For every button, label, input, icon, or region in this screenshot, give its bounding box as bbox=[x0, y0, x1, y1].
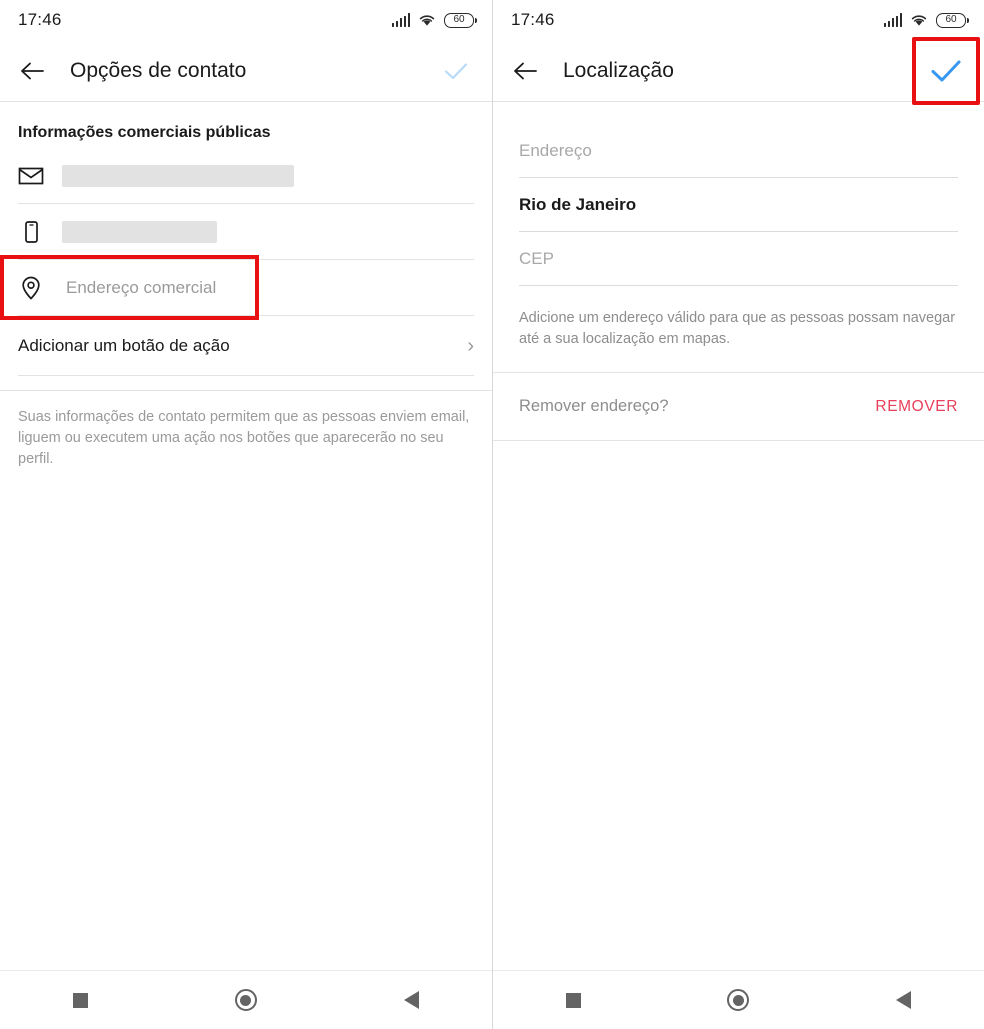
add-action-button-label: Adicionar um botão de ação bbox=[18, 335, 230, 355]
remove-address-label: Remover endereço? bbox=[519, 397, 669, 416]
left-status-bar bbox=[0, 0, 492, 40]
business-address-placeholder: Endereço comercial bbox=[66, 277, 217, 297]
status-indicators bbox=[884, 13, 967, 28]
confirm-check-icon[interactable] bbox=[436, 51, 476, 91]
battery-icon bbox=[444, 13, 474, 28]
right-nav-bar bbox=[493, 970, 984, 1029]
confirm-check-icon[interactable] bbox=[912, 37, 980, 105]
right-app-bar bbox=[493, 40, 984, 102]
chevron-right-icon: › bbox=[467, 334, 474, 357]
signal-icon bbox=[392, 13, 411, 27]
battery-level: 60 bbox=[945, 14, 957, 25]
right-phone-screen bbox=[492, 0, 984, 1029]
zip-input-placeholder: CEP bbox=[519, 248, 554, 268]
remove-address-row bbox=[493, 373, 984, 441]
contact-helper-text: Suas informações de contato permitem que as pessoas enviem email, liguem ou executem uma ação nos botões que aparecerão no seu perfil. bbox=[18, 409, 470, 468]
left-app-bar bbox=[0, 40, 492, 102]
recents-square-icon[interactable] bbox=[566, 993, 581, 1008]
remove-address-button[interactable]: REMOVER bbox=[875, 397, 958, 415]
email-value-redacted bbox=[62, 165, 294, 187]
status-indicators bbox=[392, 13, 475, 28]
zip-input[interactable] bbox=[519, 232, 958, 286]
add-action-button-row[interactable] bbox=[18, 316, 474, 376]
left-nav-bar bbox=[0, 970, 492, 1029]
location-pin-icon bbox=[18, 275, 52, 301]
email-icon bbox=[18, 166, 52, 186]
address-input[interactable] bbox=[519, 124, 958, 178]
right-status-bar bbox=[493, 0, 984, 40]
battery-icon bbox=[936, 13, 966, 28]
home-circle-icon[interactable] bbox=[235, 989, 257, 1011]
wifi-icon bbox=[910, 13, 928, 27]
home-circle-icon[interactable] bbox=[727, 989, 749, 1011]
city-input[interactable] bbox=[519, 178, 958, 232]
location-info-text: Adicione um endereço válido para que as pessoas possam navegar até a sua localização em mapas. bbox=[493, 286, 984, 373]
signal-icon bbox=[884, 13, 903, 27]
page-title: Opções de contato bbox=[70, 58, 247, 82]
back-arrow-icon[interactable] bbox=[509, 54, 543, 88]
page-title: Localização bbox=[563, 58, 674, 82]
city-input-value: Rio de Janeiro bbox=[519, 194, 637, 214]
back-triangle-icon[interactable] bbox=[404, 991, 419, 1009]
phone-field-row[interactable] bbox=[18, 204, 474, 260]
battery-level: 60 bbox=[453, 14, 465, 25]
recents-square-icon[interactable] bbox=[73, 993, 88, 1008]
status-time: 17:46 bbox=[18, 10, 62, 29]
status-time: 17:46 bbox=[511, 10, 555, 29]
email-field-row[interactable] bbox=[18, 148, 474, 204]
address-input-placeholder: Endereço bbox=[519, 140, 592, 160]
phone-icon bbox=[18, 220, 52, 244]
section-title: Informações comerciais públicas bbox=[18, 124, 271, 141]
business-address-field-row[interactable] bbox=[18, 260, 474, 316]
wifi-icon bbox=[418, 13, 436, 27]
back-arrow-icon[interactable] bbox=[16, 54, 50, 88]
phone-value-redacted bbox=[62, 221, 217, 243]
back-triangle-icon[interactable] bbox=[896, 991, 911, 1009]
